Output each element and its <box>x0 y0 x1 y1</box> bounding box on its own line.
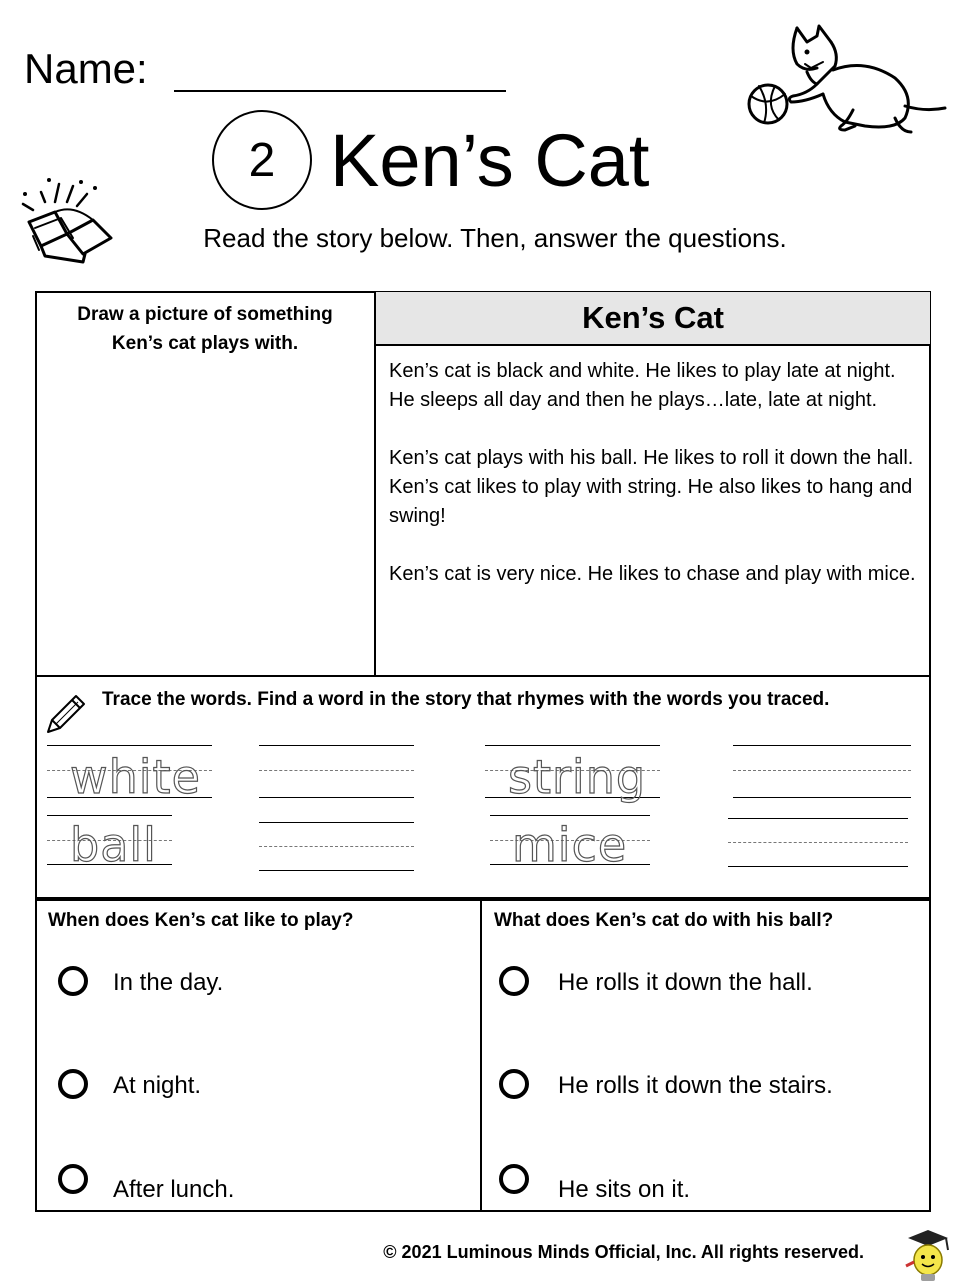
name-label: Name: <box>24 45 148 92</box>
lightbulb-mascot-icon <box>898 1226 956 1284</box>
story-paragraph: Ken’s cat plays with his ball. He likes to roll it down the hall. Ken’s cat likes to play with string. He also likes to hang and swing! <box>389 447 914 527</box>
drawing-area[interactable] <box>40 360 370 670</box>
story-title: Ken’s Cat <box>376 292 930 346</box>
writing-line <box>485 745 660 746</box>
writing-line <box>47 815 172 816</box>
option-radio[interactable] <box>58 966 88 996</box>
trace-word-mice[interactable]: mice <box>512 818 628 872</box>
question-2: What does Ken’s cat do with his ball? <box>494 910 834 931</box>
trace-word-white[interactable]: white <box>70 750 201 804</box>
copyright: © 2021 Luminous Minds Official, Inc. All rights reserved. <box>383 1242 864 1262</box>
option-label: In the day. <box>113 969 224 996</box>
option-radio[interactable] <box>499 966 529 996</box>
open-book-icon <box>15 172 125 264</box>
option-radio[interactable] <box>499 1164 529 1194</box>
answer-midline <box>259 846 414 847</box>
option-label: He rolls it down the hall. <box>558 969 813 996</box>
answer-line[interactable] <box>259 870 414 871</box>
trace-word-string[interactable]: string <box>508 750 647 804</box>
answer-line[interactable] <box>733 745 911 746</box>
draw-prompt <box>37 300 373 358</box>
draw-prompt-line1: Draw a picture of something <box>77 304 333 325</box>
writing-line <box>490 815 650 816</box>
answer-line[interactable] <box>259 745 414 746</box>
answer-line[interactable] <box>728 866 908 867</box>
writing-line <box>47 745 212 746</box>
pencil-icon <box>44 690 88 734</box>
story-paragraph: Ken’s cat is black and white. He likes to play late at night. He sleeps all day and then he plays…late, late at night. <box>389 360 896 411</box>
answer-midline <box>259 770 414 771</box>
option-radio[interactable] <box>499 1069 529 1099</box>
answer-midline <box>728 842 908 843</box>
vertical-divider <box>374 292 376 676</box>
story-paragraph: Ken’s cat is very nice. He likes to chase and play with mice. <box>389 563 916 585</box>
option-label: After lunch. <box>113 1176 235 1203</box>
question-1: When does Ken’s cat like to play? <box>48 910 354 931</box>
draw-prompt-line2: Ken’s cat plays with. <box>111 333 299 354</box>
option-radio[interactable] <box>58 1164 88 1194</box>
answer-line[interactable] <box>259 822 414 823</box>
cat-with-ball-icon <box>745 22 950 140</box>
questions-divider <box>480 900 482 1211</box>
answer-line[interactable] <box>728 818 908 819</box>
lesson-number: 2 <box>248 133 276 187</box>
story-text <box>389 357 919 618</box>
answer-line[interactable] <box>259 797 414 798</box>
trace-word-ball[interactable]: ball <box>70 818 157 872</box>
questions-box <box>35 899 931 1212</box>
trace-instructions: Trace the words. Find a word in the story that rhymes with the words you traced. <box>102 689 830 710</box>
option-radio[interactable] <box>58 1069 88 1099</box>
lesson-number-badge <box>212 110 312 210</box>
page-title: Ken’s Cat <box>330 119 650 202</box>
instructions: Read the story below. Then, answer the questions. <box>203 223 787 253</box>
option-label: He rolls it down the stairs. <box>558 1072 833 1099</box>
answer-line[interactable] <box>733 797 911 798</box>
option-label: He sits on it. <box>558 1176 691 1203</box>
option-label: At night. <box>113 1072 202 1099</box>
answer-midline <box>733 770 911 771</box>
name-write-line[interactable] <box>174 90 506 92</box>
